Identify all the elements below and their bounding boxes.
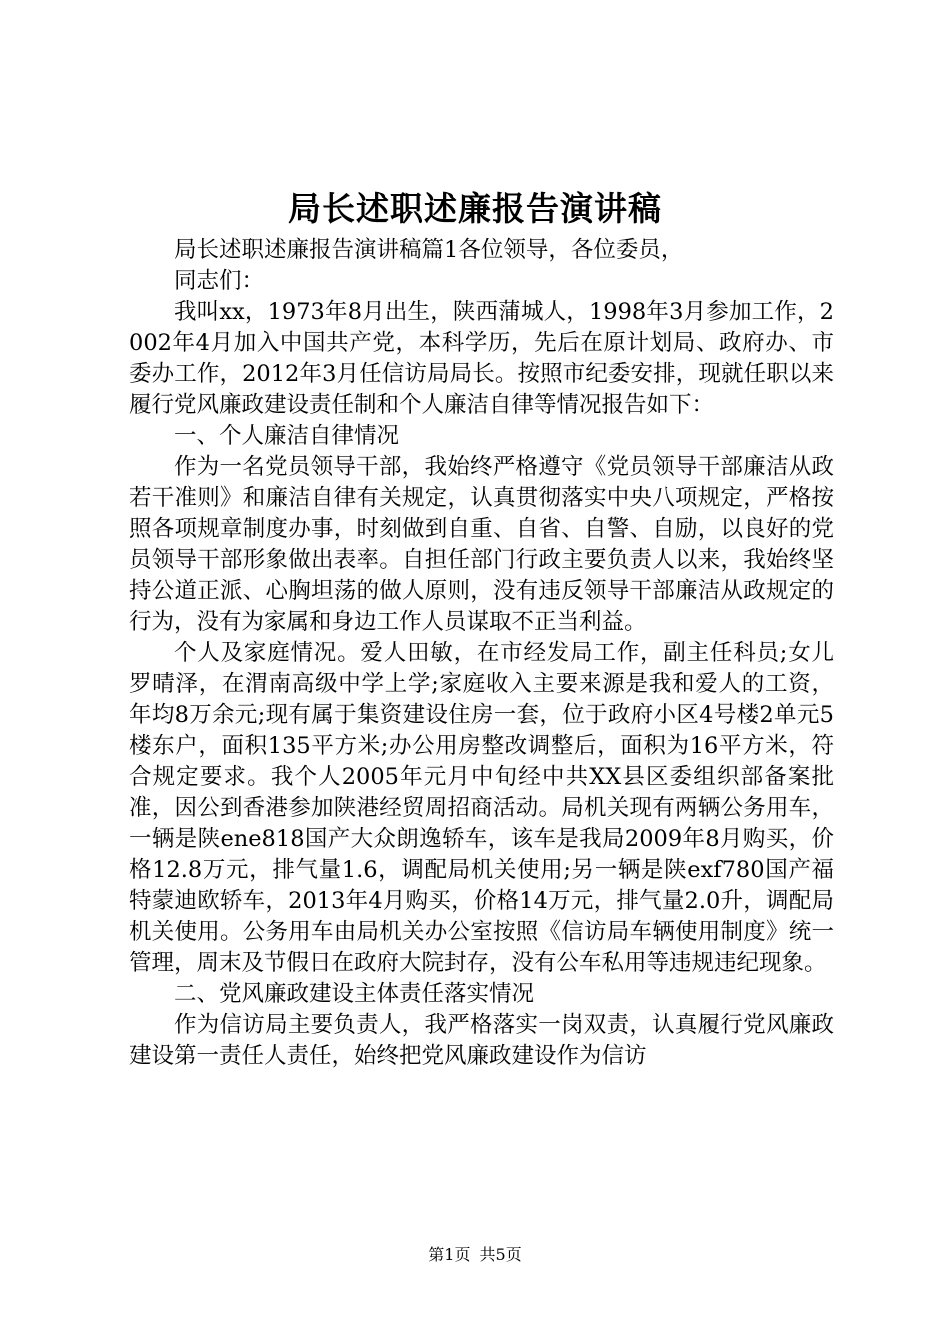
page-number: 第1页 — [428, 1245, 471, 1264]
document-body — [129, 235, 834, 1072]
paragraph-responsibility: 作为信访局主要负责人，我严格落实一岗双责，认真履行党风廉政建设第一责任人责任，始终把党风廉政建设作为信访 — [129, 1012, 834, 1069]
page-footer — [0, 1243, 950, 1267]
section-heading-1: 一、个人廉洁自律情况 — [174, 423, 400, 449]
document-title: 局长述职述廉报告演讲稿 — [288, 189, 662, 228]
paragraph-family-situation: 个人及家庭情况。爱人田敏，在市经发局工作，副主任科员;女儿罗晴泽，在渭南高级中学上学;家庭收入主要来源是我和爱人的工资，年均8万余元;现有属于集资建设住房一套，位于政府小区4号楼2单元5楼东户，面积135平方米;办公用房整改调整后，面积为16平方米，符合规定要求。我个人2005年元月中旬经中共XX县区委组织部备案批准，因公到香港参加陕港经贸周招商活动。局机关现有两辆公务用车，一辆是陕ene818国产大众朗逸轿车，该车是我局2009年8月购买，价格12.8万元，排气量1.6，调配局机关使用;另一辆是陕exf780国产福特蒙迪欧轿车，2013年4月购买，价格14万元，排气量2.0升，调配局机关使用。公务用车由局机关办公室按照《信访局车辆使用制度》统一管理，周末及节假日在政府大院封存，没有公车私用等违规违纪现象。 — [129, 640, 834, 976]
paragraph-salutation: 同志们： — [174, 268, 265, 294]
paragraph-introduction: 我叫xx，1973年8月出生，陕西蒲城人，1998年3月参加工作，2002年4月加入中国共产党，本科学历，先后在原计划局、政府办、市委办工作，2012年3月任信访局局长。按照市纪委安排，现就任职以来履行党风廉政建设责任制和个人廉洁自律等情况报告如下： — [129, 299, 834, 418]
paragraph-opening: 局长述职述廉报告演讲稿篇1各位领导，各位委员， — [174, 237, 684, 263]
section-heading-2: 二、党风廉政建设主体责任落实情况 — [174, 981, 535, 1007]
paragraph-self-discipline: 作为一名党员领导干部，我始终严格遵守《党员领导干部廉洁从政若干准则》和廉洁自律有关规定，认真贯彻落实中央八项规定，严格按照各项规章制度办事，时刻做到自重、自省、自警、自励，以良好的党员领导干部形象做出表率。自担任部门行政主要负责人以来，我始终坚持公道正派、心胸坦荡的做人原则，没有违反领导干部廉洁从政规定的行为，没有为家属和身边工作人员谋取不正当利益。 — [129, 454, 834, 635]
page-total: 共5页 — [479, 1245, 522, 1264]
